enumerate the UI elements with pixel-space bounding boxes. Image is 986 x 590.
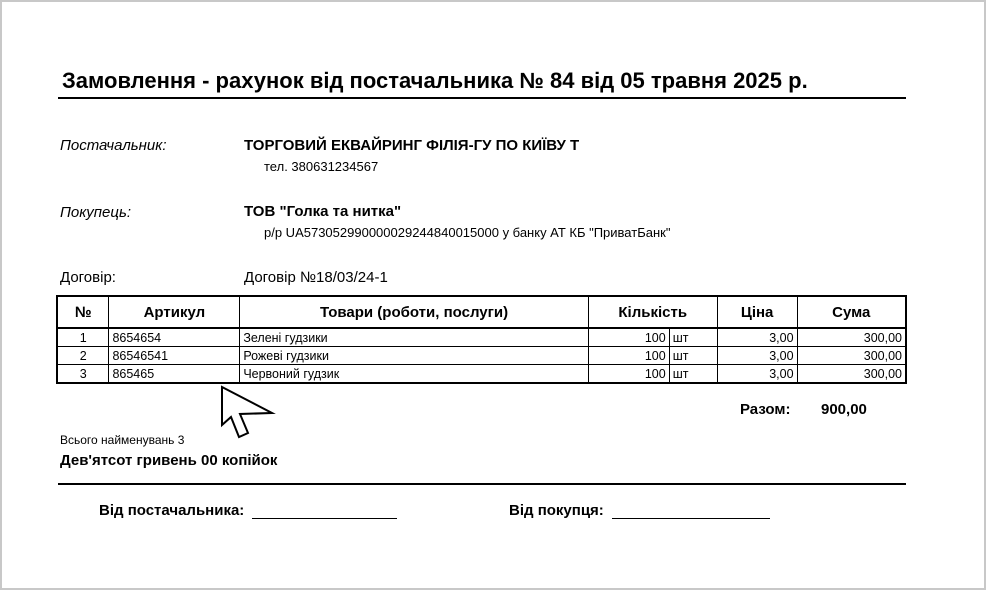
table-header-row	[57, 296, 906, 328]
cell-unit: шт	[669, 328, 717, 347]
contract-value: Договір №18/03/24-1	[244, 269, 388, 286]
supplier-name: ТОРГОВИЙ ЕКВАЙРИНГ ФІЛІЯ-ГУ ПО КИЇВУ Т	[244, 137, 580, 154]
col-header-price: Ціна	[717, 296, 797, 328]
buyer-label: Покупець:	[60, 204, 132, 221]
cell-sum: 300,00	[797, 347, 906, 365]
col-header-qty: Кількість	[588, 296, 717, 328]
cell-price: 3,00	[717, 365, 797, 384]
mouse-cursor-icon	[220, 385, 280, 445]
buyer-account: р/р UA573052990000029244840015000 у банку АТ КБ "ПриватБанк"	[264, 225, 671, 240]
total-in-words: Дев'ятсот гривень 00 копійок	[60, 452, 278, 469]
cell-qty: 100	[588, 347, 669, 365]
cell-sku: 865465	[109, 365, 240, 384]
cell-name: Рожеві гудзики	[240, 347, 588, 365]
total-value: 900,00	[821, 401, 867, 418]
col-header-name: Товари (роботи, послуги)	[240, 296, 588, 328]
supplier-signature-line	[252, 502, 397, 519]
cell-num: 1	[57, 328, 109, 347]
cell-name: Зелені гудзики	[240, 328, 588, 347]
supplier-label: Постачальник:	[60, 137, 167, 154]
table-row	[57, 365, 906, 384]
items-count: Всього найменувань 3	[60, 433, 185, 447]
contract-label: Договір:	[60, 269, 116, 286]
cell-price: 3,00	[717, 328, 797, 347]
table-row	[57, 328, 906, 347]
col-header-sku: Артикул	[109, 296, 240, 328]
cell-name: Червоний гудзик	[240, 365, 588, 384]
buyer-signature-label: Від покупця:	[509, 502, 604, 519]
cell-sku: 86546541	[109, 347, 240, 365]
buyer-name: ТОВ "Голка та нитка"	[244, 203, 402, 220]
cell-price: 3,00	[717, 347, 797, 365]
total-label: Разом:	[740, 401, 791, 418]
supplier-signature	[99, 502, 397, 519]
cell-sku: 8654654	[109, 328, 240, 347]
supplier-signature-label: Від постачальника:	[99, 502, 245, 519]
cell-sum: 300,00	[797, 365, 906, 384]
cell-num: 3	[57, 365, 109, 384]
cell-unit: шт	[669, 365, 717, 384]
col-header-sum: Сума	[797, 296, 906, 328]
bottom-divider	[58, 483, 906, 485]
cell-qty: 100	[588, 365, 669, 384]
cell-num: 2	[57, 347, 109, 365]
title-divider	[58, 97, 906, 99]
buyer-signature-line	[612, 502, 770, 519]
cell-unit: шт	[669, 347, 717, 365]
buyer-signature	[509, 502, 770, 519]
cell-qty: 100	[588, 328, 669, 347]
supplier-phone: тел. 380631234567	[264, 159, 379, 174]
table-row	[57, 347, 906, 365]
items-table	[56, 295, 907, 384]
col-header-num: №	[57, 296, 109, 328]
page-title: Замовлення - рахунок від постачальника № 84 від 05 травня 2025 р.	[62, 68, 808, 93]
cell-sum: 300,00	[797, 328, 906, 347]
